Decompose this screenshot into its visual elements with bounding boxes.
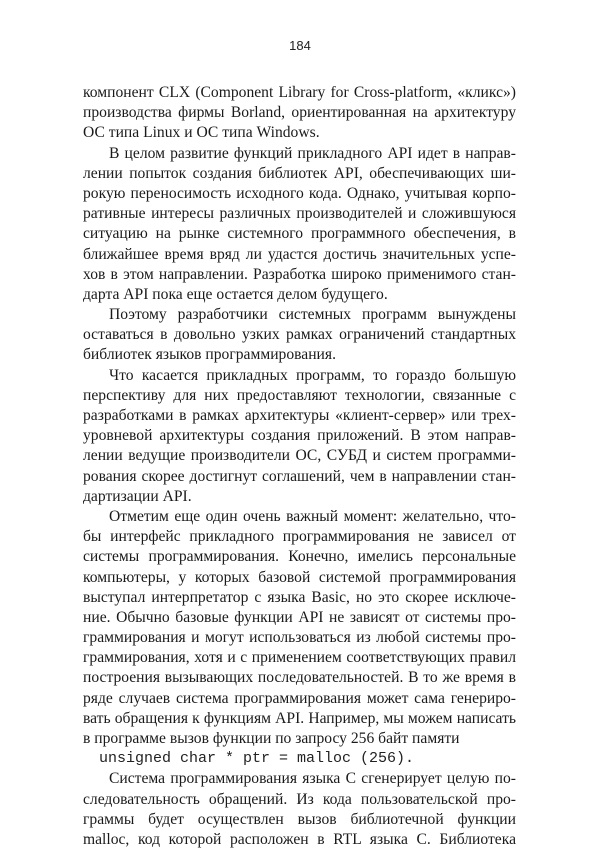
text-line: лении попыток создания библиотек API, обеспечивающих ши- <box>83 164 516 182</box>
text-line: построения вызывающих последовательностей. В то же время в <box>83 669 516 687</box>
text-lines-before-code <box>83 83 516 749</box>
text-lines-after-code <box>83 769 516 850</box>
text-line: Система программирования языка С сгенерирует целую по- <box>109 770 516 788</box>
text-line: уровневой архитектуры создания приложений. В этом направ- <box>83 427 516 445</box>
text-line: дартизации API. <box>83 487 192 505</box>
text-line: бы интерфейс прикладного программирования не зависел от <box>83 528 516 546</box>
text-line: граммирования, хотя и с применением соответствующих правил <box>83 649 516 667</box>
text-line: компьютеры, у которых базовой системой программирования <box>83 568 516 586</box>
text-line: ситуацию на рынке системного программного обеспечения, в <box>83 225 516 243</box>
text-line: ративные интересы различных производителей и сложившуюся <box>83 205 516 223</box>
text-line: следовательность обращений. Из кода пользовательской про- <box>83 790 516 808</box>
text-line: Поэтому разработчики системных программ вынуждены <box>109 306 516 324</box>
text-line: выступал интерпретатор с языка Basic, но это скорее исключе- <box>83 588 516 606</box>
text-line: разработками в рамках архитектуры «клиент-сервер» или трех- <box>83 407 516 424</box>
body-text <box>83 83 516 850</box>
text-line: ряде случаев система программирования может сама генериро- <box>83 689 516 707</box>
code-snippet: unsigned char * ptr = malloc (256). <box>99 750 415 768</box>
text-line: Отметим еще один очень важный момент: желательно, что- <box>109 507 516 525</box>
text-line: производства фирмы Borland, ориентированная на архитектуру <box>83 104 516 122</box>
text-line: компонент CLX (Component Library for Cross-platform, «кликс») <box>83 84 516 101</box>
text-line: ОС типа Linux и ОС типа Windows. <box>83 124 320 142</box>
text-line: В целом развитие функций прикладного API идет в направ- <box>109 144 516 162</box>
text-line: рокую переносимость исходного кода. Однако, учитывая корпо- <box>83 184 516 202</box>
text-line: оставаться в довольно узких рамках ограничений стандартных <box>83 326 516 344</box>
text-line: в программе вызов функции по запросу 256 байт памяти <box>83 730 460 747</box>
text-line: библиотек языков программирования. <box>83 346 336 364</box>
text-line: граммирования и могут использоваться из любой системы про- <box>83 629 516 647</box>
text-line: вать обращения к функциям API. Например, мы можем написать <box>83 709 516 727</box>
text-line: дарта API пока еще остается делом будущего. <box>83 285 388 303</box>
text-line: Что касается прикладных программ, то гораздо большую <box>109 366 516 384</box>
page-number: 184 <box>289 38 311 53</box>
text-line: системы программирования. Конечно, имелись персональные <box>83 548 516 566</box>
text-line: ближайшее время вряд ли удастся достичь значительных успе- <box>83 245 516 263</box>
text-line: malloc, код которой расположен в RTL языка С. Библиотека <box>83 830 516 848</box>
text-line: ние. Обычно базовые функции API не зависят от системы про- <box>83 608 516 626</box>
text-line: перспективу для них предоставляют технологии, связанные с <box>83 386 516 404</box>
text-line: граммы будет осуществлен вызов библиотечной функции <box>83 810 516 828</box>
text-line: лении ведущие производители ОС, СУБД и систем программи- <box>83 447 516 465</box>
text-line: хов в этом направлении. Разработка широко применимого стан- <box>83 265 516 283</box>
text-line: рования скорее достигнут соглашений, чем в направлении стан- <box>83 467 516 485</box>
